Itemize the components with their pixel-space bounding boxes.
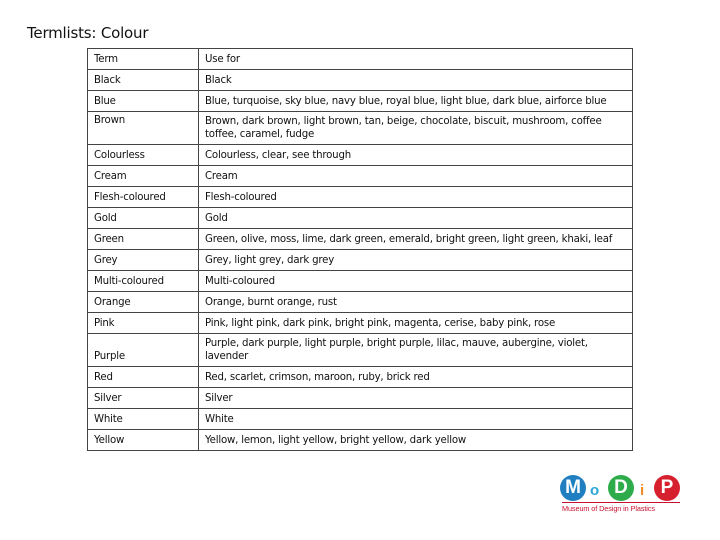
use-for-cell: Grey, light grey, dark grey xyxy=(199,250,633,271)
term-cell: Orange xyxy=(88,292,199,313)
logo-rule xyxy=(562,502,680,503)
term-cell: Grey xyxy=(88,250,199,271)
term-cell: Purple xyxy=(88,334,199,367)
termlist-table xyxy=(87,48,633,451)
use-for-cell: Pink, light pink, dark pink, bright pink, magenta, cerise, baby pink, rose xyxy=(199,313,633,334)
use-for-cell: Red, scarlet, crimson, maroon, ruby, brick red xyxy=(199,367,633,388)
use-for-cell: Black xyxy=(199,70,633,91)
term-cell: Brown xyxy=(88,112,199,145)
logo-letter-o: o xyxy=(590,482,600,499)
table-row xyxy=(88,187,633,208)
term-cell: Cream xyxy=(88,166,199,187)
term-cell: Colourless xyxy=(88,145,199,166)
table-header-row xyxy=(88,49,633,70)
term-cell: Multi-coloured xyxy=(88,271,199,292)
use-for-cell: Yellow, lemon, light yellow, bright yellow, dark yellow xyxy=(199,430,633,451)
use-for-cell: Silver xyxy=(199,388,633,409)
logo-letter-p: P xyxy=(654,475,680,501)
logo-letter-m: M xyxy=(560,475,586,501)
table-row xyxy=(88,292,633,313)
header-term: Term xyxy=(88,49,199,70)
term-cell: Silver xyxy=(88,388,199,409)
logo-tagline: Museum of Design in Plastics xyxy=(562,504,655,513)
table-row xyxy=(88,229,633,250)
use-for-cell: Cream xyxy=(199,166,633,187)
use-for-cell: White xyxy=(199,409,633,430)
table-row xyxy=(88,367,633,388)
use-for-cell: Brown, dark brown, light brown, tan, beige, chocolate, biscuit, mushroom, coffee toffee, caramel, fudge xyxy=(199,112,633,145)
term-cell: Black xyxy=(88,70,199,91)
modip-logo xyxy=(560,475,700,515)
table-row xyxy=(88,409,633,430)
table-row xyxy=(88,250,633,271)
term-cell: White xyxy=(88,409,199,430)
term-cell: Blue xyxy=(88,91,199,112)
term-cell: Red xyxy=(88,367,199,388)
logo-letter-i: i xyxy=(640,482,645,499)
page-title: Termlists: Colour xyxy=(27,24,149,42)
table-row xyxy=(88,334,633,367)
use-for-cell: Blue, turquoise, sky blue, navy blue, royal blue, light blue, dark blue, airforce blue xyxy=(199,91,633,112)
term-cell: Yellow xyxy=(88,430,199,451)
use-for-cell: Flesh-coloured xyxy=(199,187,633,208)
use-for-cell: Multi-coloured xyxy=(199,271,633,292)
use-for-cell: Purple, dark purple, light purple, bright purple, lilac, mauve, aubergine, violet, lavender xyxy=(199,334,633,367)
table-row xyxy=(88,271,633,292)
term-cell: Pink xyxy=(88,313,199,334)
table-row xyxy=(88,313,633,334)
table-row xyxy=(88,70,633,91)
table-row xyxy=(88,145,633,166)
use-for-cell: Colourless, clear, see through xyxy=(199,145,633,166)
table-row xyxy=(88,388,633,409)
use-for-cell: Orange, burnt orange, rust xyxy=(199,292,633,313)
table-row xyxy=(88,112,633,145)
term-cell: Gold xyxy=(88,208,199,229)
header-use-for: Use for xyxy=(199,49,633,70)
use-for-cell: Gold xyxy=(199,208,633,229)
use-for-cell: Green, olive, moss, lime, dark green, emerald, bright green, light green, khaki, leaf xyxy=(199,229,633,250)
logo-letter-d: D xyxy=(608,475,634,501)
term-cell: Flesh-coloured xyxy=(88,187,199,208)
term-cell: Green xyxy=(88,229,199,250)
table-row xyxy=(88,430,633,451)
table-row xyxy=(88,208,633,229)
table-row xyxy=(88,166,633,187)
table-row xyxy=(88,91,633,112)
